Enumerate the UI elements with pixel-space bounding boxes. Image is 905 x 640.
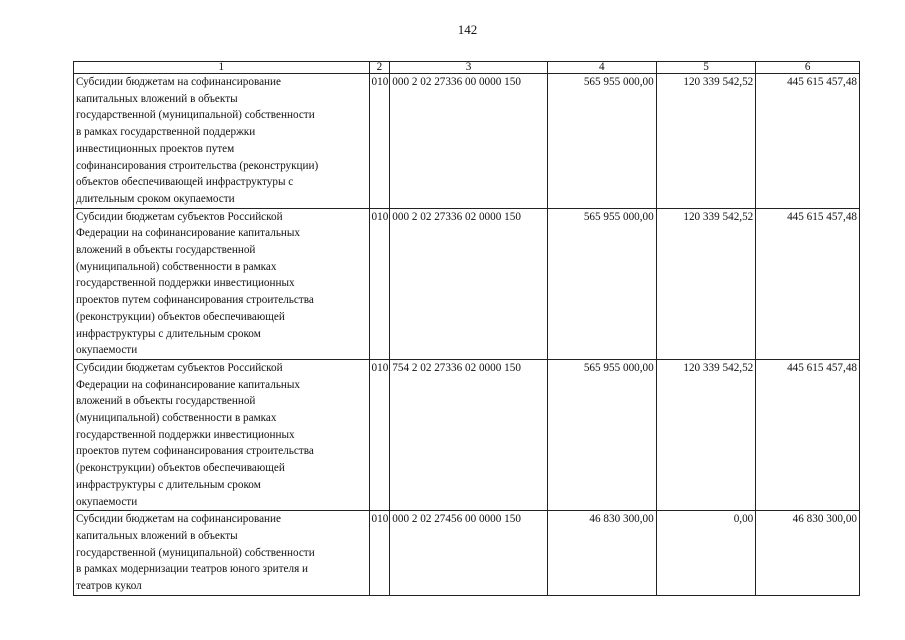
row-line-code: 010 [369, 359, 390, 510]
description-line: инфраструктуры с длительным сроком [76, 478, 261, 491]
description-line: объектов обеспечивающей инфраструктуры с [76, 176, 294, 189]
description-line: проектов путем софинансирования строительства [76, 294, 314, 307]
description-line: капитальных вложений в объекты [76, 529, 238, 542]
row-value-5: 120 339 542,52 [656, 208, 756, 359]
header-cell-6: 6 [756, 62, 860, 74]
table-row [74, 74, 860, 209]
description-line: Федерации на софинансирование капитальных [76, 378, 301, 391]
row-budget-code: 754 2 02 27336 02 0000 150 [390, 359, 548, 510]
row-description [74, 511, 370, 596]
description-line: вложений в объекты государственной [76, 244, 256, 257]
row-value-5: 120 339 542,52 [656, 74, 756, 209]
header-cell-1: 1 [74, 62, 370, 74]
header-cell-2: 2 [369, 62, 390, 74]
description-line: длительным сроком окупаемости [76, 192, 235, 205]
row-budget-code: 000 2 02 27336 02 0000 150 [390, 208, 548, 359]
description-line: Субсидии бюджетам на софинансирование [76, 513, 281, 526]
description-line: окупаемости [76, 344, 138, 357]
row-value-6: 46 830 300,00 [756, 511, 860, 596]
row-value-6: 445 615 457,48 [756, 74, 860, 209]
row-budget-code: 000 2 02 27456 00 0000 150 [390, 511, 548, 596]
row-value-4: 46 830 300,00 [547, 511, 656, 596]
description-line: софинансирования строительства (реконструкции) [76, 159, 319, 172]
description-line: Федерации на софинансирование капитальных [76, 227, 301, 240]
description-line: (реконструкции) объектов обеспечивающей [76, 310, 285, 323]
row-value-5: 120 339 542,52 [656, 359, 756, 510]
description-line: в рамках модернизации театров юного зрителя и [76, 563, 309, 576]
row-description [74, 208, 370, 359]
description-line: инвестиционных проектов путем [76, 142, 235, 155]
row-description [74, 74, 370, 209]
description-line: государственной (муниципальной) собственности [76, 546, 315, 559]
header-row [74, 62, 860, 74]
table-row [74, 208, 860, 359]
row-description [74, 359, 370, 510]
row-value-6: 445 615 457,48 [756, 208, 860, 359]
row-value-4: 565 955 000,00 [547, 359, 656, 510]
row-line-code: 010 [369, 74, 390, 209]
description-line: государственной (муниципальной) собственности [76, 109, 315, 122]
header-cell-4: 4 [547, 62, 656, 74]
description-line: капитальных вложений в объекты [76, 92, 238, 105]
description-line: вложений в объекты государственной [76, 395, 256, 408]
description-line: (муниципальной) собственности в рамках [76, 260, 277, 273]
description-line: инфраструктуры с длительным сроком [76, 327, 261, 340]
budget-table [73, 61, 860, 596]
header-cell-3: 3 [390, 62, 548, 74]
description-line: в рамках государственной поддержки [76, 126, 256, 139]
description-line: (реконструкции) объектов обеспечивающей [76, 462, 285, 475]
page-number: 142 [457, 22, 478, 37]
row-value-5: 0,00 [656, 511, 756, 596]
table-row [74, 511, 860, 596]
description-line: Субсидии бюджетам субъектов Российской [76, 361, 283, 374]
description-line: театров кукол [76, 580, 142, 593]
description-line: окупаемости [76, 495, 138, 508]
description-line: (муниципальной) собственности в рамках [76, 412, 277, 425]
row-line-code: 010 [369, 511, 390, 596]
row-value-4: 565 955 000,00 [547, 74, 656, 209]
table-row [74, 359, 860, 510]
description-line: государственной поддержки инвестиционных [76, 428, 295, 441]
header-cell-5: 5 [656, 62, 756, 74]
description-line: государственной поддержки инвестиционных [76, 277, 295, 290]
row-value-4: 565 955 000,00 [547, 208, 656, 359]
description-line: Субсидии бюджетам на софинансирование [76, 76, 281, 88]
row-budget-code: 000 2 02 27336 00 0000 150 [390, 74, 548, 209]
row-value-6: 445 615 457,48 [756, 359, 860, 510]
row-line-code: 010 [369, 208, 390, 359]
description-line: Субсидии бюджетам субъектов Российской [76, 210, 283, 223]
description-line: проектов путем софинансирования строительства [76, 445, 314, 458]
